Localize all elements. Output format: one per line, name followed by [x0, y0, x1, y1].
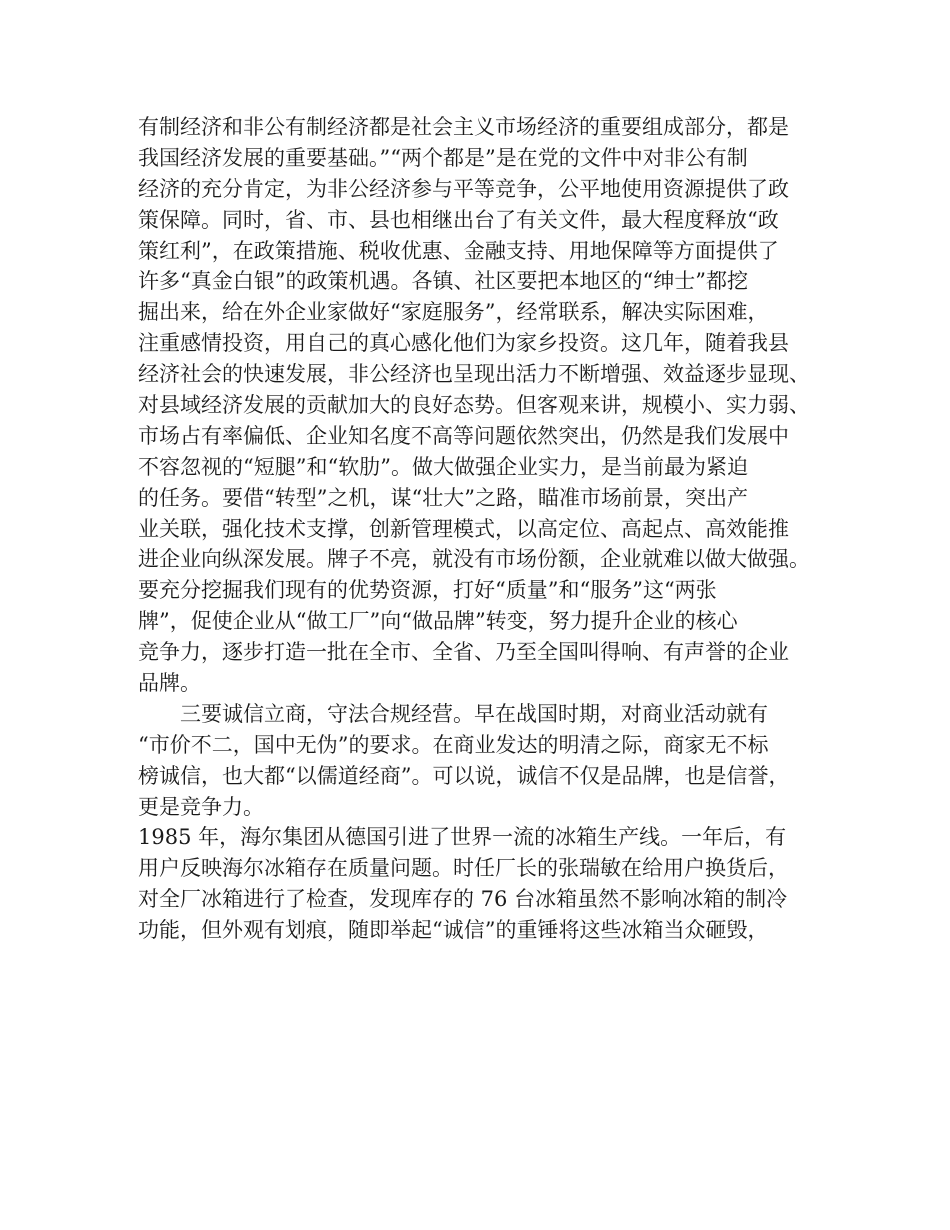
- text-line: 对县域经济发展的贡献加大的良好态势。但客观来讲，规模小、实力弱、: [138, 393, 810, 418]
- text-line: 策红利”，在政策措施、税收优惠、金融支持、用地保障等方面提供了: [138, 238, 779, 263]
- text-line: 不容忽视的“短腿”和“软肋”。做大做强企业实力，是当前最为紧迫: [138, 454, 748, 479]
- text-line: 对全厂冰箱进行了检查，发现库存的 76 台冰箱虽然不影响冰箱的制冷: [138, 887, 788, 912]
- text-line: 要充分挖掘我们现有的优势资源，打好“质量”和“服务”这“两张: [138, 578, 717, 603]
- text-line: 市场占有率偏低、企业知名度不高等问题依然突出，仍然是我们发展中: [138, 423, 789, 448]
- text-line: 牌”，促使企业从“做工厂”向“做品牌”转变，努力提升企业的核心: [138, 609, 738, 634]
- text-line: 业关联，强化技术支撑，创新管理模式，以高定位、高起点、高效能推: [138, 516, 789, 541]
- text-line: 有制经济和非公有制经济都是社会主义市场经济的重要组成部分，都是: [138, 115, 789, 139]
- text-line: 竞争力，逐步打造一批在全市、全省、乃至全国叫得响、有声誉的企业: [138, 640, 789, 665]
- text-line: 进企业向纵深发展。牌子不亮，就没有市场份额，企业就难以做大做强。: [138, 547, 810, 572]
- text-line: 的任务。要借“转型”之机，谋“壮大”之路，瞄准市场前景，突出产: [138, 485, 748, 510]
- body-text: [138, 112, 828, 946]
- text-line: 策保障。同时，省、市、县也相继出台了有关文件，最大程度释放“政: [138, 207, 779, 232]
- text-line: 我国经济发展的重要基础。”“两个都是”是在党的文件中对非公有制: [138, 145, 748, 170]
- text-line: 注重感情投资，用自己的真心感化他们为家乡投资。这几年，随着我县: [138, 331, 789, 356]
- text-line: 功能，但外观有划痕，随即举起“诚信”的重锤将这些冰箱当众砸毁，: [138, 918, 769, 943]
- text-line: 1985 年，海尔集团从德国引进了世界一流的冰箱生产线。一年后，有: [138, 825, 787, 850]
- text-line: 用户反映海尔冰箱存在质量问题。时任厂长的张瑞敏在给用户换货后，: [138, 856, 789, 881]
- text-line: 三要诚信立商，守法合规经营。早在战国时期，对商业活动就有: [138, 701, 768, 726]
- text-line: 榜诚信，也大都“以儒道经商”。可以说，诚信不仅是品牌，也是信誉，: [138, 763, 790, 788]
- text-line: 经济的充分肯定，为非公经济参与平等竞争，公平地使用资源提供了政: [138, 176, 789, 201]
- text-line: 许多“真金白银”的政策机遇。各镇、社区要把本地区的“绅士”都挖: [138, 269, 748, 294]
- text-line: 掘出来，给在外企业家做好“家庭服务”，经常联系，解决实际困难，: [138, 300, 769, 325]
- text-line: 品牌。: [138, 671, 201, 696]
- text-line: 经济社会的快速发展，非公经济也呈现出活力不断增强、效益逐步显现、: [138, 362, 810, 387]
- text-line: “市价不二，国中无伪”的要求。在商业发达的明清之际，商家无不标: [138, 732, 769, 757]
- text-line: 更是竞争力。: [138, 794, 264, 819]
